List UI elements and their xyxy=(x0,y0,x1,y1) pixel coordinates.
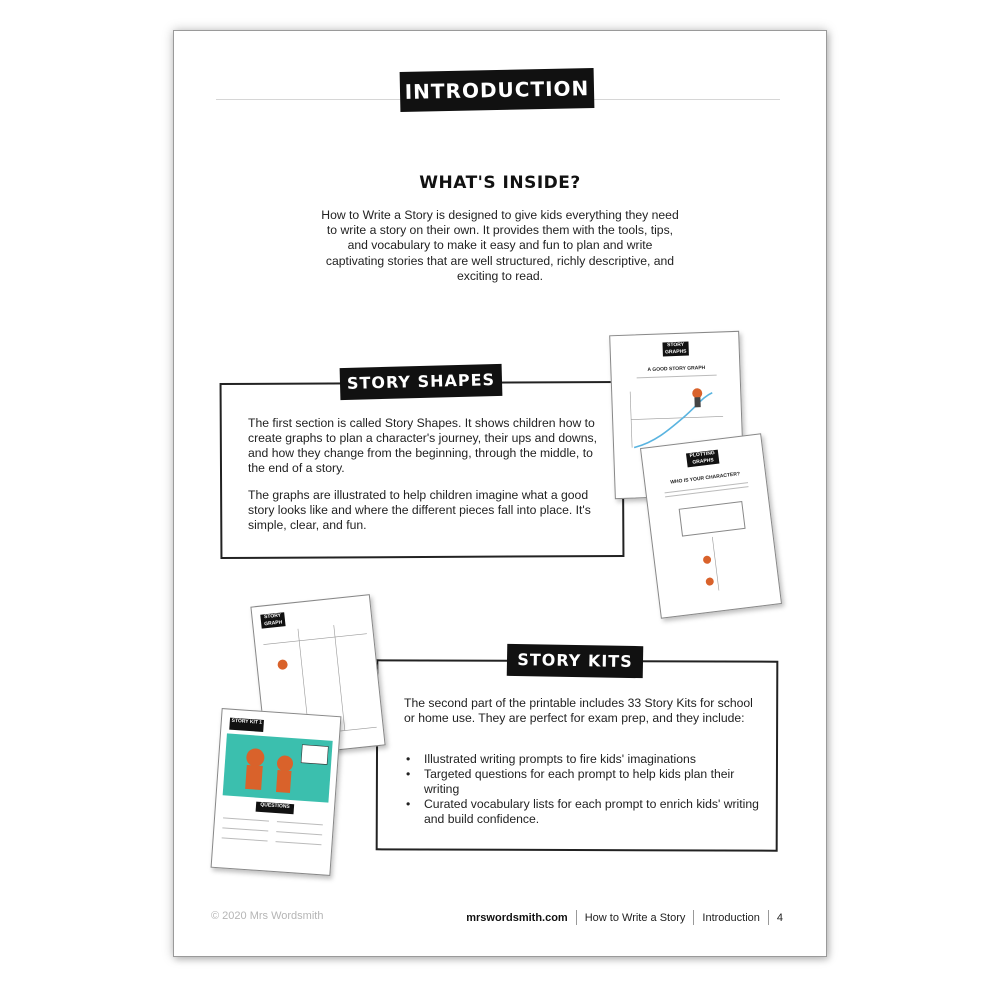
list-item: • Illustrated writing prompts to fire kids' imaginations xyxy=(404,752,764,767)
thumbnail-title: WHO IS YOUR CHARACTER? xyxy=(669,471,741,486)
story-kits-label: STORY KITS xyxy=(507,644,644,678)
thumbnail-line xyxy=(276,831,322,835)
character-illustration xyxy=(692,388,702,398)
thumbnail-line xyxy=(277,821,323,825)
intro-paragraph: How to Write a Story is designed to give kids everything they need to write a story on their own. It provides them with the tools, tips, and vocabulary to make it easy and fun to plan and write captivating stories that are well structured, richly descriptive, and exciting to read. xyxy=(321,208,679,283)
footer-divider xyxy=(576,910,577,925)
tiger-body xyxy=(276,770,292,793)
page-number: 4 xyxy=(776,911,783,924)
plotting-graphs-thumbnail xyxy=(640,433,782,619)
thumbnail-line xyxy=(223,817,269,821)
thumbnail-stamp: STORY KIT 1 xyxy=(229,718,264,732)
thumbnail-line xyxy=(276,841,322,845)
story-shapes-paragraph-2: The graphs are illustrated to help children imagine what a good story looks like and where the different pieces fall into place. It's simple, clear, and fun. xyxy=(248,488,591,532)
tiger-body xyxy=(245,765,263,790)
thumbnail-line xyxy=(222,837,268,841)
tiger-head xyxy=(246,748,265,767)
copyright-text: © 2020 Mrs Wordsmith xyxy=(211,910,324,922)
story-kit-illustration xyxy=(223,733,333,802)
footer-divider xyxy=(693,910,694,925)
story-curve xyxy=(632,393,714,448)
thumbnail-stamp: STORY GRAPH xyxy=(260,612,285,628)
list-item: • Curated vocabulary lists for each prompt to enrich kids' writing and build confidence. xyxy=(404,797,764,827)
story-kit-thumbnail xyxy=(211,708,342,876)
footer-nav xyxy=(466,910,783,925)
thumbnail-stamp: PLOTTING GRAPHS xyxy=(686,450,719,468)
thumbnail-title: A GOOD STORY GRAPH xyxy=(647,364,706,374)
character-chart xyxy=(641,434,781,617)
story-kits-paragraph: The second part of the printable includes 33 Story Kits for school or home use. They are perfect for exam prep, and they include: xyxy=(404,696,753,725)
grid-line xyxy=(334,625,345,730)
tiger-illustration xyxy=(223,733,333,802)
thumbnail-line xyxy=(222,827,268,831)
character-icon xyxy=(705,577,714,586)
story-kits-list xyxy=(404,752,764,827)
character-icon xyxy=(277,659,288,670)
story-shapes-paragraph-1: The first section is called Story Shapes. It shows children how to create graphs to plan a character's journey, their ups and downs, and how they change from the beginning, through the middle, to the end of a story. xyxy=(248,416,597,475)
character-icon xyxy=(703,555,712,564)
grid-line xyxy=(263,634,366,645)
tiger-head xyxy=(276,755,293,772)
questions-stamp: QUESTIONS xyxy=(256,802,295,815)
graph-x-axis xyxy=(631,416,723,419)
footer-divider xyxy=(768,910,769,925)
thumbnail-stamp: STORY GRAPHS xyxy=(662,342,688,357)
brand-link[interactable]: mrswordsmith.com xyxy=(466,911,568,924)
story-shapes-label: STORY SHAPES xyxy=(340,364,503,400)
page-heading: WHAT'S INSIDE? xyxy=(419,173,581,193)
speech-box xyxy=(301,745,328,765)
section-name: Introduction xyxy=(702,911,760,924)
list-item: • Targeted questions for each prompt to help kids plan their writing xyxy=(404,767,764,797)
introduction-label: INTRODUCTION xyxy=(400,68,595,112)
book-title: How to Write a Story xyxy=(584,911,686,924)
character-body xyxy=(694,397,700,407)
